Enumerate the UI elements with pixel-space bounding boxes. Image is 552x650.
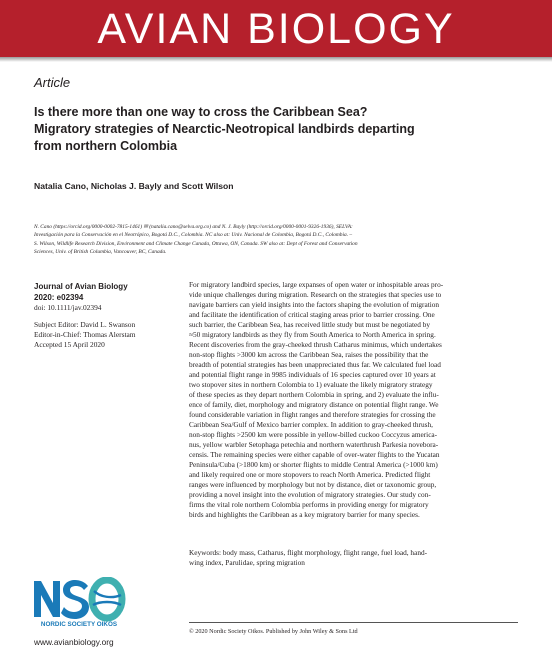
abstract-line: firms the vital role northern Colombia performs in providing energy for migratory xyxy=(189,500,429,510)
nso-logo-mark xyxy=(34,580,122,619)
abstract-line: of these species as they depart northern Colombia in spring, and 2) evaluate the influ- xyxy=(189,390,439,400)
author-affiliations xyxy=(34,223,534,256)
editorial-info xyxy=(34,320,184,350)
abstract-line: two stopover sites in northern Colombia to 1) evaluate the likely migratory strategy xyxy=(189,380,433,390)
abstract-line: vide unique challenges during migration. Research on the strategies that species use to xyxy=(189,290,442,300)
journal-volume: 2020: e02394 xyxy=(34,293,84,302)
keywords-line: Keywords: body mass, Catharus, flight morphology, flight range, fuel load, hand- xyxy=(189,548,428,557)
author-list: Natalia Cano, Nicholas J. Bayly and Scott Wilson xyxy=(34,181,234,191)
abstract-line: censis. The remaining species were either capable of over-water flights to the Yucatan xyxy=(189,450,440,460)
abstract-line: birds and highlights the Caribbean as a key migratory barrier for many species. xyxy=(189,510,420,520)
abstract-line: providing a novel insight into the evolution of migratory strategies. Our study con- xyxy=(189,490,431,500)
journal-banner-title: AVIAN BIOLOGY xyxy=(97,5,455,53)
editor-in-chief: Editor-in-Chief: Thomas Alerstam xyxy=(34,330,136,339)
abstract-line: Peninsula/Cuba (>1800 km) or shorter flights to middle Central America (>1000 km) xyxy=(189,460,438,470)
abstract-line: For migratory landbird species, large expanses of open water or inhospitable areas pro- xyxy=(189,280,444,289)
affiliation-line: S. Wilson, Wildlife Research Division, Environment and Climate Change Canada, Ottawa, ON, Canada. SW also at: Dept of Forest and Conservation xyxy=(34,240,358,247)
affiliation-line: Investigación para la Conservación en el Neotrópico, Bogotá D.C., Colombia. NC also at: Univ. Nacional de Colombia, Bogotá D.C., Colombia. – xyxy=(34,232,353,239)
abstract-line: and likely required one or more stopovers to reach North America. Predicted flight xyxy=(189,470,431,480)
abstract-line: breadth of potential strategies has been unappreciated thus far. We calculated fuel load xyxy=(189,360,441,370)
paper-title xyxy=(34,104,524,155)
abstract-line: such barrier, the Caribbean Sea, has received little study but must be negotiated by xyxy=(189,320,431,330)
nso-logo-subtitle: NORDIC SOCIETY OIKOS xyxy=(40,621,118,627)
abstract-line: Recent discoveries from the gray-cheeked thrush Catharus minimus, which undertakes xyxy=(189,340,442,350)
accepted-date: Accepted 15 April 2020 xyxy=(34,340,105,349)
abstract-line: found considerable variation in flight ranges and therefore strategies for crossing the xyxy=(189,410,436,420)
journal-banner xyxy=(0,0,552,57)
affiliation-line: N. Cano (https://orcid.org/0000-0002-7815-1461) ✉ (natalia.cano@selva.org.co) and N. J. Bayly (http://orcid.org/0000-0001-9326-1936), SELVA: xyxy=(34,224,353,230)
title-line: Is there more than one way to cross the Caribbean Sea? xyxy=(34,105,368,119)
abstract-line: nus, yellow warbler Setophaga petechia and northern waterthrush Parkesia novebora- xyxy=(189,440,439,450)
abstract-line: and facilitate the identification of critical staging areas prior to barrier crossing. One xyxy=(189,310,435,320)
footer-rule xyxy=(189,622,518,623)
journal-website-link[interactable]: www.avianbiology.org xyxy=(34,637,114,647)
article-type-label: Article xyxy=(34,75,71,90)
abstract-line: ranges were influenced by morphology but not by distance, diet or taxonomic group, xyxy=(189,480,437,490)
journal-info xyxy=(34,281,184,350)
abstract-line: ence of family, diet, morphology and migratory distance on potential flight range. We xyxy=(189,400,439,410)
abstract-line: ≈50 migratory landbirds as they fly from South America to North America in spring. xyxy=(189,330,436,340)
abstract-line: navigate barriers can yield insights into the factors shaping the evolution of migration xyxy=(189,300,440,310)
abstract-line: non-stop flights >2500 km were possible in yellow-billed cuckoo Coccyzus america- xyxy=(189,430,438,440)
subject-editor: Subject Editor: David L. Swanson xyxy=(34,320,136,329)
abstract-line: Caribbean Sea/Gulf of Mexico barrier complex. In addition to gray-cheeked thrush, xyxy=(189,420,433,430)
abstract xyxy=(189,280,518,520)
abstract-line: and potential flight range in 9985 individuals of 16 species captured over 10 years at xyxy=(189,370,436,380)
copyright-notice: © 2020 Nordic Society Oikos. Published by John Wiley & Sons Ltd xyxy=(189,628,358,635)
abstract-line: non-stop flights >3000 km across the Caribbean Sea, raises the possibility that the xyxy=(189,350,429,360)
nso-logo xyxy=(32,577,126,627)
journal-name: Journal of Avian Biology xyxy=(34,282,128,291)
keywords-line: wing index, Parulidae, spring migration xyxy=(189,558,305,567)
title-line: Migratory strategies of Nearctic-Neotropical landbirds departing xyxy=(34,122,415,136)
keywords xyxy=(189,548,518,568)
banner-shadow xyxy=(0,57,552,62)
title-line: from northern Colombia xyxy=(34,139,178,153)
doi-link[interactable]: doi: 10.1111/jav.02394 xyxy=(34,303,102,312)
affiliation-line: Sciences, Univ. of British Columbia, Vancouver, BC, Canada. xyxy=(34,248,167,255)
